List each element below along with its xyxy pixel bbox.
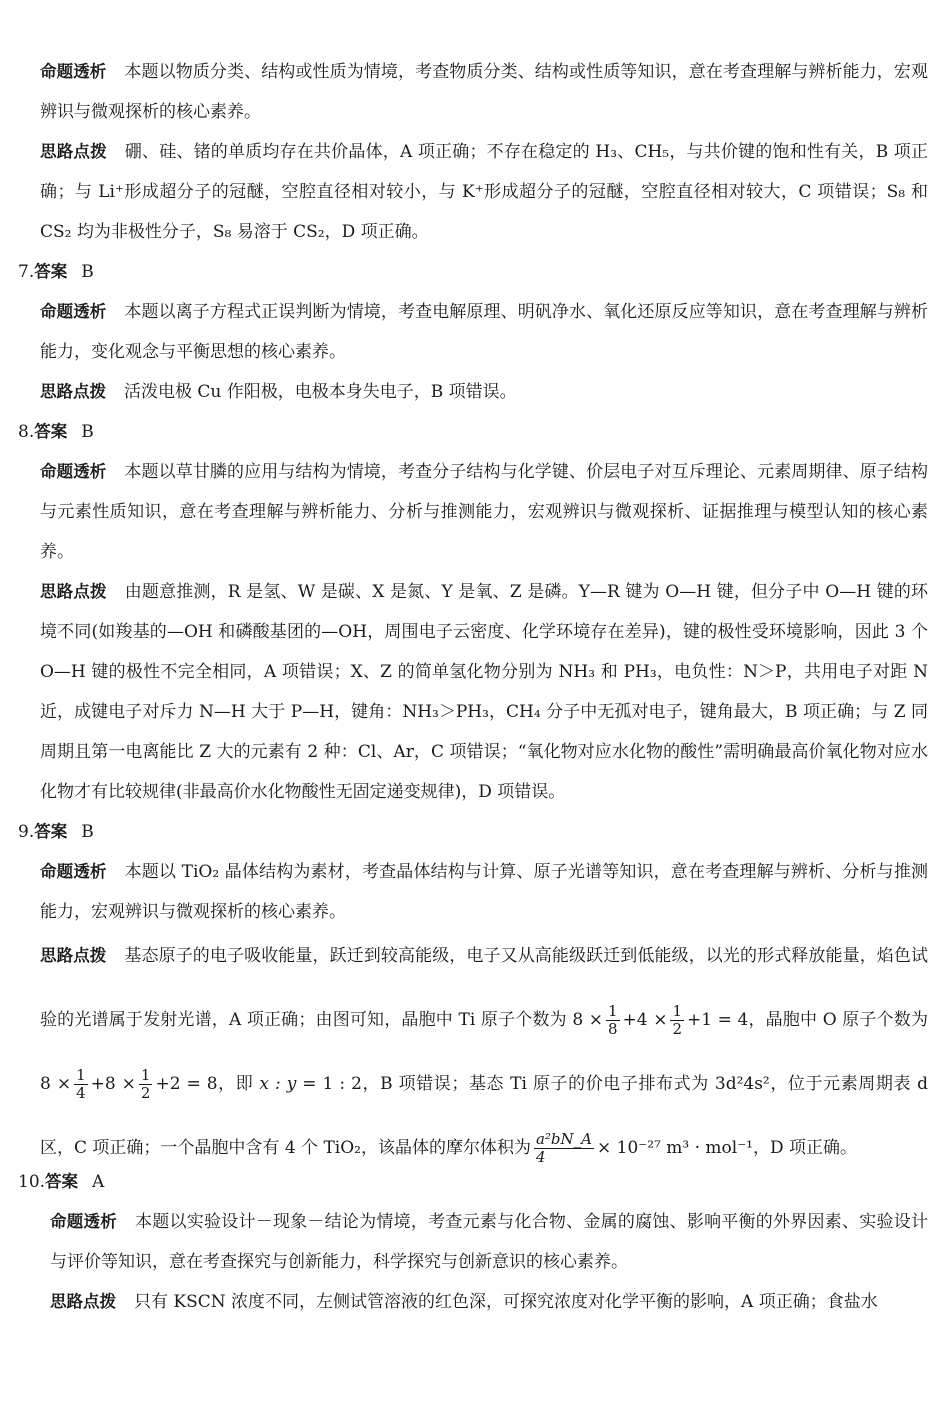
analysis-label: 命题透析 bbox=[40, 862, 107, 881]
answer-label: 答案 bbox=[34, 422, 68, 441]
q10-answer: A bbox=[92, 1172, 105, 1192]
q9-hint-part4: +8 × bbox=[90, 1074, 136, 1094]
q8-analysis-paragraph bbox=[40, 452, 928, 572]
fraction-numerator: a²bN_A bbox=[535, 1129, 592, 1148]
q9-hint-part7: × 10⁻²⁷ m³ · mol⁻¹，D 项正确。 bbox=[596, 1138, 858, 1158]
q7-hint-text: 活泼电极 Cu 作阳极，电极本身失电子，B 项错误。 bbox=[124, 382, 517, 402]
fraction-one-half-second bbox=[139, 1067, 153, 1103]
q6-hint-text: 硼、硅、锗的单质均存在共价晶体，A 项正确；不存在稳定的 H₃、CH₅，与共价键的饱和性有关，B 项正确；与 Li⁺形成超分子的冠醚，空腔直径相对较小，与 K⁺形成超分子的冠醚，空腔直径相对较大，C 项错误；S₈ 和 CS₂ 均为非极性分子，S₈ 易溶于 CS₂，D 项正确。 bbox=[40, 142, 928, 242]
fraction-one-half bbox=[670, 1003, 684, 1039]
q8-analysis-text: 本题以草甘膦的应用与结构为情境，考查分子结构与化学键、价层电子对互斥理论、元素周期律、原子结构与元素性质知识，意在考查理解与辨析能力、分析与推测能力，宏观辨识与微观探析、证据推理与模型认知的核心素养。 bbox=[40, 462, 929, 562]
analysis-label: 命题透析 bbox=[50, 1212, 117, 1231]
hint-label: 思路点拨 bbox=[40, 382, 106, 401]
q9-answer-line bbox=[18, 812, 94, 852]
hint-label: 思路点拨 bbox=[40, 582, 107, 601]
q10-analysis-text: 本题以实验设计－现象－结论为情境，考查元素与化合物、金属的腐蚀、影响平衡的外界因素、实验设计与评价等知识，意在考查探究与创新能力，科学探究与创新意识的核心素养。 bbox=[50, 1212, 929, 1272]
q9-hint-part3: +1 = 4，晶胞中 O 原子个数为 8 × bbox=[40, 1010, 928, 1094]
q8-hint-text: 由题意推测，R 是氢、W 是碳、X 是氮、Y 是氧、Z 是磷。Y—R 键为 O—H 键，但分子中 O—H 键的环境不同(如羧基的—OH 和磷酸基团的—OH，周围电子云密度、化学环境存在差异)，键的极性受环境影响，因此 3 个 O—H 键的极性不完全相同，A 项错误；X、Z 的简单氢化物分别为 NH₃ 和 PH₃，电负性：N＞P，共用电子对距 N 近，成键电子对斥力 N—H 大于 P—H，键角：NH₃＞PH₃，CH₄ 分子中无孤对电子，键角最大，B 项正确；与 Z 同周期且第一电离能比 Z 大的元素有 2 种：Cl、Ar，C 项错误；“氧化物对应水化物的酸性”需明确最高价氧化物对应水化物才有比较规律(非最高价水化物酸性无固定递变规律)，D 项错误。 bbox=[40, 582, 929, 802]
fraction-denominator: 4 bbox=[535, 1148, 546, 1166]
q10-answer-line bbox=[18, 1162, 104, 1202]
answer-label: 答案 bbox=[34, 822, 68, 841]
q9-analysis-paragraph bbox=[40, 852, 928, 932]
fraction-numerator: 1 bbox=[672, 1001, 682, 1020]
fraction-denominator: 4 bbox=[76, 1084, 86, 1102]
q6-analysis-text: 本题以物质分类、结构或性质为情境，考查物质分类、结构或性质等知识，意在考查理解与辨析能力，宏观辨识与微观探析的核心素养。 bbox=[40, 62, 929, 122]
fraction-one-quarter bbox=[74, 1067, 88, 1103]
q8-answer: B bbox=[81, 422, 94, 442]
answer-label: 答案 bbox=[45, 1172, 79, 1191]
fraction-denominator: 2 bbox=[140, 1084, 151, 1102]
q6-analysis-paragraph bbox=[40, 52, 928, 132]
fraction-numerator: 1 bbox=[608, 1001, 618, 1020]
q9-hint-part2: +4 × bbox=[622, 1010, 668, 1030]
fraction-denominator: 8 bbox=[608, 1020, 618, 1038]
q7-answer: B bbox=[81, 262, 94, 282]
q9-hint-paragraph bbox=[40, 924, 928, 1180]
q7-analysis-paragraph bbox=[40, 292, 928, 372]
q9-answer: B bbox=[81, 822, 94, 842]
q9-number: 9. bbox=[18, 822, 35, 842]
q7-answer-line bbox=[18, 252, 94, 292]
q9-hint-part6: = 1 : 2，B 项错误；基态 Ti 原子的价电子排布式为 3d²4s²，位于元素周期表 d 区，C 项正确；一个晶胞中含有 4 个 TiO₂，该晶体的摩尔体积为 bbox=[40, 1074, 928, 1158]
molar-volume-fraction bbox=[534, 1131, 594, 1167]
q9-analysis-text: 本题以 TiO₂ 晶体结构为素材，考查晶体结构与计算、原子光谱等知识，意在考查理解与辨析、分析与推测能力，宏观辨识与微观探析的核心素养。 bbox=[40, 862, 928, 922]
q9-hint-part1: 基态原子的电子吸收能量，跃迁到较高能级，电子又从高能级跃迁到低能级，以光的形式释放能量，焰色试验的光谱属于发射光谱，A 项正确；由图可知，晶胞中 Ti 原子个数为 8 × bbox=[40, 946, 929, 1030]
q7-analysis-text: 本题以离子方程式正误判断为情境，考查电解原理、明矾净水、氧化还原反应等知识，意在考查理解与辨析能力，变化观念与平衡思想的核心素养。 bbox=[40, 302, 929, 362]
q8-answer-line bbox=[18, 412, 94, 452]
q8-hint-paragraph bbox=[40, 572, 928, 812]
q10-hint-paragraph bbox=[50, 1282, 928, 1322]
hint-label: 思路点拨 bbox=[50, 1292, 116, 1311]
ratio-variables: x : y bbox=[259, 1074, 297, 1094]
fraction-numerator: 1 bbox=[140, 1065, 151, 1084]
q10-hint-text: 只有 KSCN 浓度不同，左侧试管溶液的红色深，可探究浓度对化学平衡的影响，A 项正确；食盐水 bbox=[134, 1292, 878, 1312]
q9-hint-part5: +2 = 8，即 bbox=[155, 1074, 254, 1094]
q10-analysis-paragraph bbox=[50, 1202, 928, 1282]
hint-label: 思路点拨 bbox=[40, 946, 107, 965]
q6-hint-paragraph bbox=[40, 132, 928, 252]
analysis-label: 命题透析 bbox=[40, 302, 107, 321]
q8-number: 8. bbox=[18, 422, 35, 442]
analysis-label: 命题透析 bbox=[40, 462, 107, 481]
fraction-denominator: 2 bbox=[672, 1020, 682, 1038]
q7-hint-paragraph bbox=[40, 372, 928, 412]
fraction-one-eighth bbox=[606, 1003, 620, 1039]
fraction-numerator: 1 bbox=[76, 1065, 86, 1084]
answer-label: 答案 bbox=[34, 262, 68, 281]
q7-number: 7. bbox=[18, 262, 35, 282]
analysis-label: 命题透析 bbox=[40, 62, 107, 81]
hint-label: 思路点拨 bbox=[40, 142, 107, 161]
q10-number: 10. bbox=[18, 1172, 46, 1192]
